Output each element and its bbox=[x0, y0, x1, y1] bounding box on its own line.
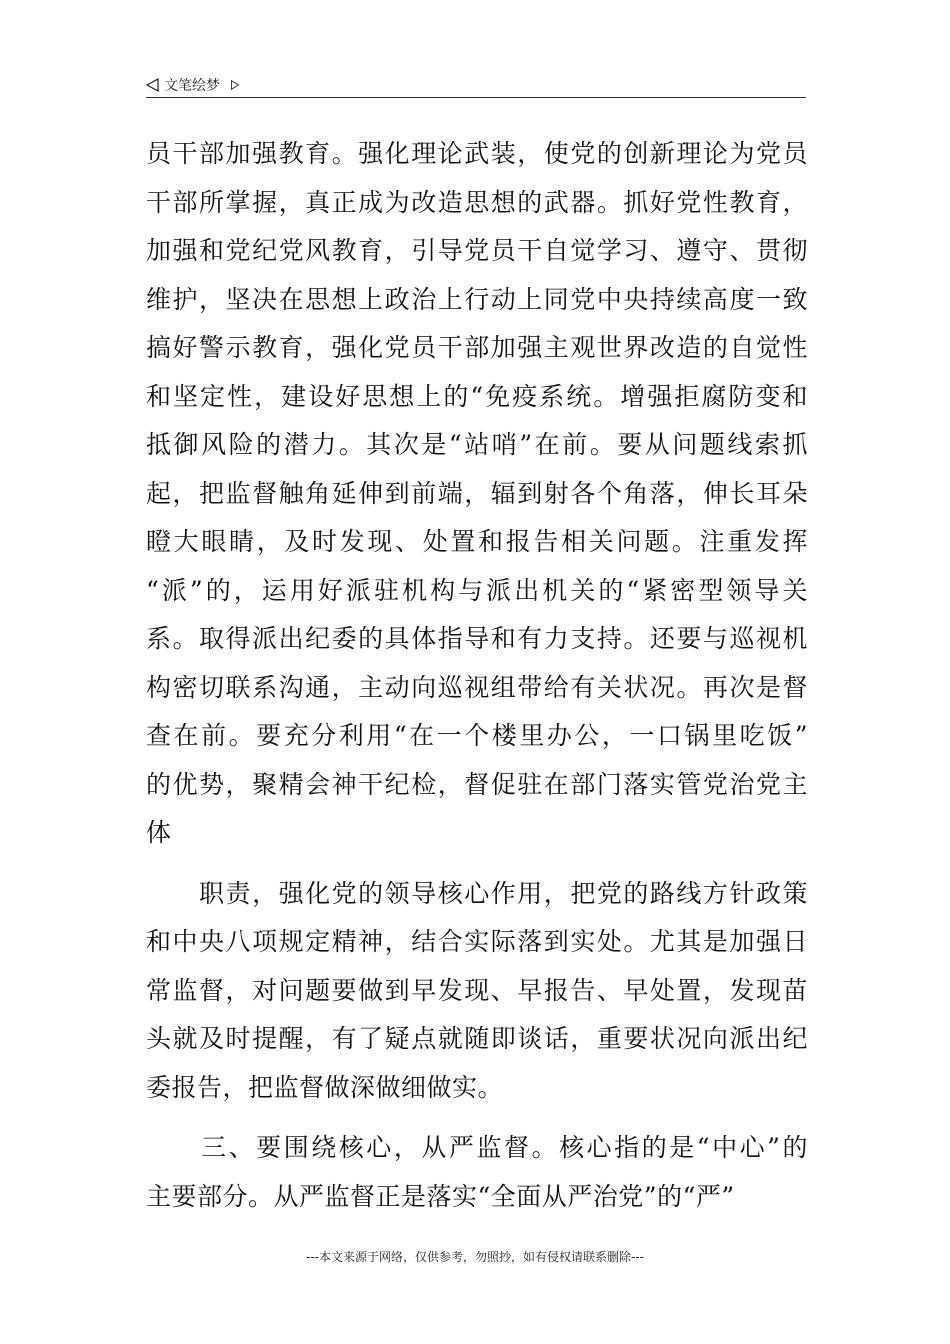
text-line: 体 bbox=[146, 818, 172, 847]
text-line: 瞪大眼睛，及时发现、处置和报告相关问题。注重发挥 bbox=[146, 527, 808, 556]
paragraph bbox=[146, 130, 808, 858]
page-header bbox=[146, 74, 240, 96]
text-line: 干部所掌握，真正成为改造思想的武器。抓好党性教育， bbox=[146, 187, 808, 217]
text-line: 起，把监督触角延伸到前端，辐到射各个角落，伸长耳朵 bbox=[146, 478, 808, 508]
text-line: 系。取得派出纪委的具体指导和有力支持。还要与巡视机 bbox=[146, 624, 808, 653]
text-line: 员干部加强教育。强化理论武装，使党的创新理论为党员 bbox=[146, 139, 808, 168]
triangle-left-icon bbox=[146, 78, 160, 92]
paragraph-gap bbox=[146, 858, 808, 870]
text-line: 常监督，对问题要做到早发现、早报告、早处置，发现苗 bbox=[146, 975, 808, 1005]
text-line: 维护，坚决在思想上政治上行动上同党中央持续高度一致 bbox=[146, 284, 808, 314]
text-line: 三、要围绕核心，从严监督。核心指的是“中心”的 bbox=[146, 1133, 808, 1162]
paragraph bbox=[146, 870, 808, 1113]
text-line: 职责，强化党的领导核心作用，把党的路线方针政策 bbox=[146, 878, 808, 908]
text-line: 加强和党纪党风教育，引导党员干自觉学习、遵守、贯彻 bbox=[146, 236, 808, 265]
text-line: 查在前。要充分利用“在一个楼里办公，一口锅里吃饭” bbox=[146, 721, 808, 750]
paragraph bbox=[146, 1124, 808, 1221]
header-title: 文笔绘梦 bbox=[164, 78, 220, 94]
text-line: 构密切联系沟通，主动向巡视组带给有关状况。再次是督 bbox=[146, 672, 808, 702]
text-line: 抵御风险的潜力。其次是“站哨”在前。要从问题线索抓 bbox=[146, 430, 808, 459]
text-line: 和坚定性，建设好思想上的“免疫系统。增强拒腐防变和 bbox=[146, 381, 808, 411]
header-divider bbox=[146, 97, 806, 98]
text-line: 主要部分。从严监督正是落实“全面从严治党”的“严” bbox=[146, 1181, 735, 1211]
text-line: 和中央八项规定精神，结合实际落到实处。尤其是加强日 bbox=[146, 927, 808, 956]
text-line: “派”的，运用好派驻机构与派出机关的“紧密型领导关 bbox=[146, 575, 808, 605]
triangle-right-icon bbox=[230, 80, 240, 90]
text-line: 头就及时提醒，有了疑点就随即谈话，重要状况向派出纪 bbox=[146, 1024, 808, 1053]
text-line: 的优势，聚精会神干纪检，督促驻在部门落实管党治党主 bbox=[146, 769, 808, 799]
document-body bbox=[146, 130, 808, 1221]
text-line: 搞好警示教育，强化党员干部加强主观世界改造的自觉性 bbox=[146, 333, 808, 362]
paragraph-gap bbox=[146, 1112, 808, 1124]
text-line: 委报告，把监督做深做细做实。 bbox=[146, 1072, 504, 1102]
footer-disclaimer: ---本文来源于网络，仅供参考，勿照抄，如有侵权请联系删除--- bbox=[306, 1250, 644, 1264]
